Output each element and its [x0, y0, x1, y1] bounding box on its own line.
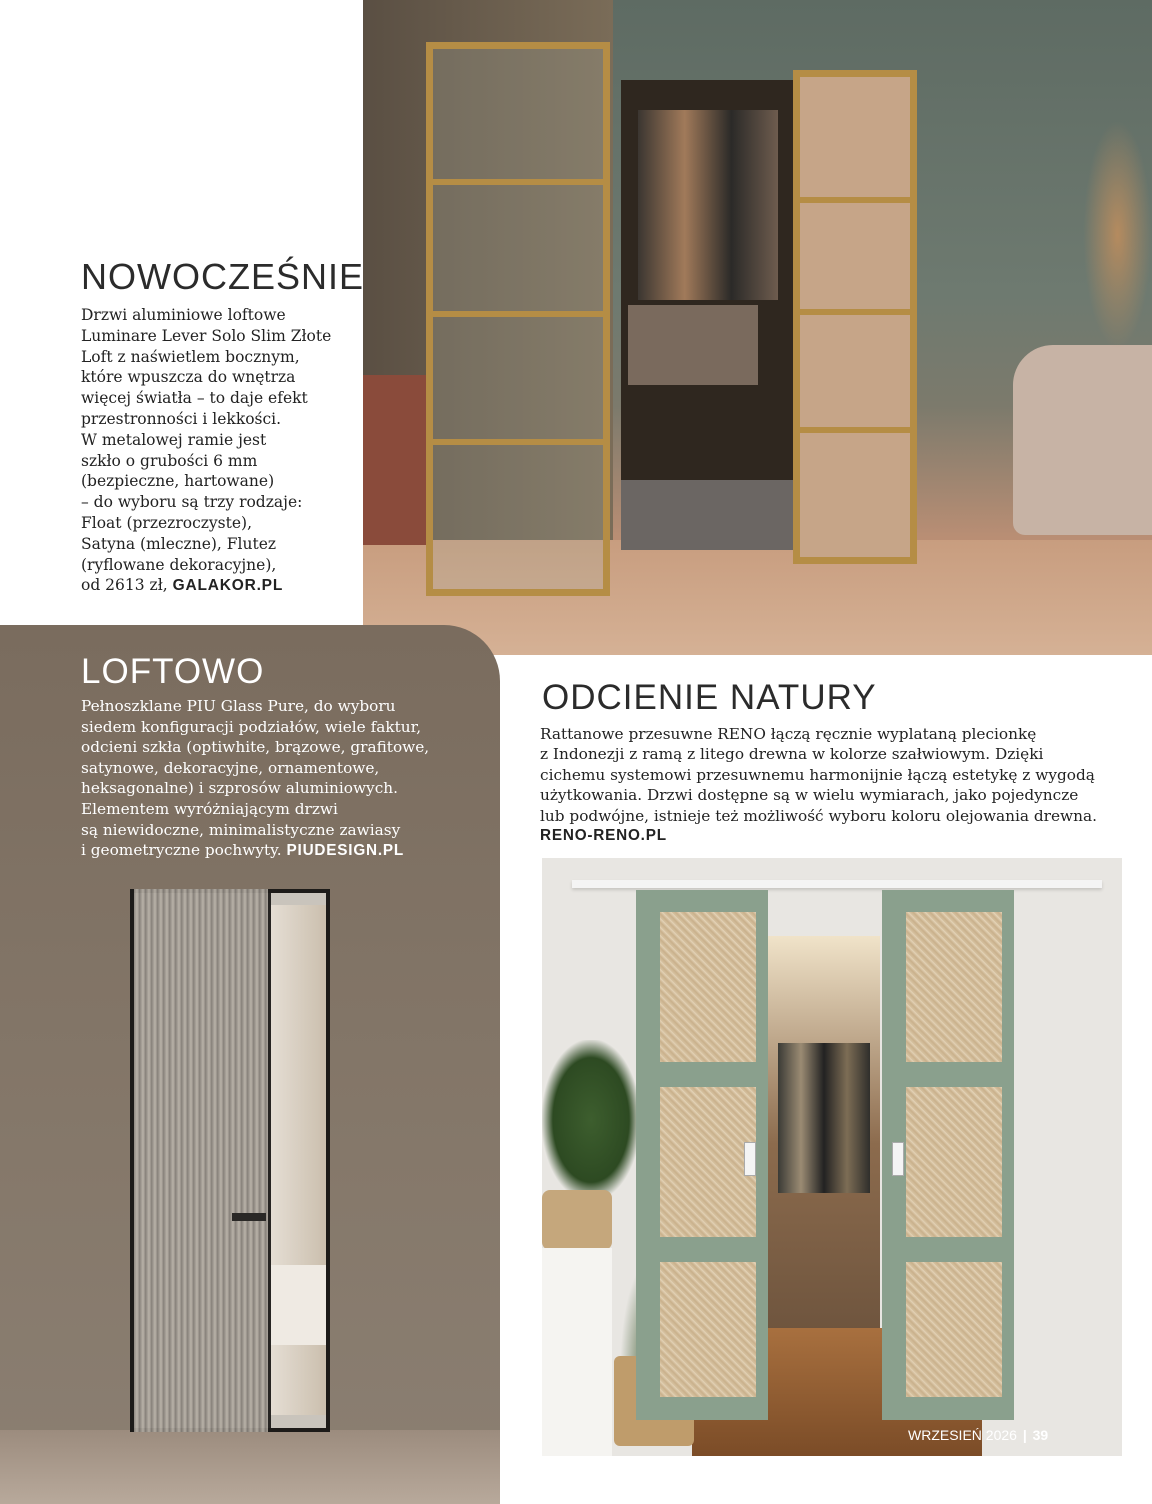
text-line: Float (przezroczyste),: [81, 513, 252, 532]
photo-rattan-panel: [906, 912, 1002, 1062]
text-line: które wpuszcza do wnętrza: [81, 368, 296, 387]
photo-armchair: [1013, 345, 1152, 535]
text-line: z Indonezji z ramą z litego drewna w kolorze szałwiowym. Dzięki: [540, 745, 1044, 764]
text-line: satynowe, dekoracyjne, ornamentowe,: [81, 758, 380, 777]
section-heading-nowoczesnie: NOWOCZEŚNIE: [81, 256, 365, 297]
photo-rattan-panel: [660, 1262, 756, 1397]
page-number: 39: [1032, 1427, 1049, 1443]
brand-link-galakor[interactable]: GALAKOR.PL: [172, 577, 284, 595]
text-line: W metalowej ramie jest: [81, 430, 267, 449]
text-line: cichemu systemowi przesuwnemu harmonijnie łączą estetykę z wygodą: [540, 765, 1095, 784]
text-line: więcej światła – to daje efekt: [81, 389, 308, 408]
section-text-loftowo: [81, 696, 461, 862]
text-line: Loft z naświetlem bocznym,: [81, 347, 300, 366]
section-text-nowoczesnie: [81, 305, 341, 597]
brand-link-reno[interactable]: RENO-RENO.PL: [540, 827, 667, 845]
photo-door-pull: [744, 1142, 756, 1176]
photo-open-glass-door: [426, 42, 610, 596]
text-line: Satyna (mleczne), Flutez: [81, 534, 277, 553]
text-line: siedem konfiguracji podziałów, wiele faktur,: [81, 717, 422, 736]
photo-rattan-sliding-doors: [542, 858, 1122, 1456]
photo-wicker-pot: [542, 1190, 612, 1250]
brand-link-piudesign[interactable]: PIUDESIGN.PL: [286, 842, 405, 860]
photo-rattan-panel: [660, 912, 756, 1062]
photo-bed: [270, 1265, 326, 1345]
photo-rattan-panel: [906, 1262, 1002, 1397]
section-heading-odcienie-natury: ODCIENIE NATURY: [542, 678, 877, 717]
text-line: Luminare Lever Solo Slim Złote: [81, 326, 332, 345]
photo-rattan-panel: [906, 1087, 1002, 1237]
photo-door-handle: [232, 1213, 266, 1221]
photo-coats: [638, 110, 778, 300]
photo-closet-floor: [621, 480, 799, 550]
page-footer: [908, 1427, 1048, 1443]
photo-pampas-grass: [1083, 120, 1152, 350]
photo-door-pull: [892, 1142, 904, 1176]
text-line-end: i geometryczne pochwyty.: [81, 841, 282, 860]
text-line: [81, 840, 461, 862]
text-line: [81, 575, 341, 597]
text-line: odcieni szkła (optiwhite, brązowe, grafitowe,: [81, 738, 430, 757]
photo-sliding-rail: [572, 880, 1102, 888]
photo-side-light-panel: [793, 70, 917, 564]
text-line: (bezpieczne, hartowane): [81, 472, 275, 491]
photo-floor: [0, 1430, 500, 1504]
photo-hanging-clothes: [778, 1043, 870, 1193]
text-line: lub podwójne, istnieje też możliwość wyboru koloru olejowania drewna.: [540, 806, 1097, 825]
photo-rattan-panel: [660, 1087, 756, 1237]
text-line: Rattanowe przesuwne RENO łączą ręcznie wyplataną plecionkę: [540, 725, 1037, 743]
text-line: – do wyboru są trzy rodzaje:: [81, 493, 303, 512]
section-text-odcienie-natury: [540, 724, 1120, 846]
photo-sideboard: [363, 375, 433, 545]
text-line: Elementem wyróżniającym drzwi: [81, 799, 338, 818]
photo-sliding-door-left: [636, 890, 768, 1420]
photo-drawers: [628, 305, 758, 385]
text-line: są niewidoczne, minimalistyczne zawiasy: [81, 820, 401, 839]
photo-sliding-door-right: [882, 890, 1014, 1420]
text-line: użytkowania. Drzwi dostępne są w wielu wymiarach, jako pojedyncze: [540, 786, 1079, 805]
section-heading-loftowo: LOFTOWO: [81, 652, 265, 691]
photo-potted-tree: [542, 1040, 640, 1200]
text-line: przestronności i lekkości.: [81, 409, 282, 428]
photo-loft-door-walk-in-closet: [363, 0, 1152, 655]
issue-date: WRZESIEŃ 2026: [908, 1427, 1017, 1443]
text-line: szkło o grubości 6 mm: [81, 451, 258, 470]
price-text: od 2613 zł,: [81, 576, 168, 595]
text-line: heksagonalne) i szprosów aluminiowych.: [81, 779, 398, 798]
text-line: Drzwi aluminiowe loftowe: [81, 306, 286, 324]
photo-white-cabinet: [542, 1248, 612, 1456]
text-line: Pełnoszklane PIU Glass Pure, do wyboru: [81, 697, 396, 715]
photo-fluted-glass-door: [134, 889, 271, 1432]
footer-separator: |: [1022, 1427, 1027, 1443]
text-line: (ryflowane dekoracyjne),: [81, 555, 277, 574]
